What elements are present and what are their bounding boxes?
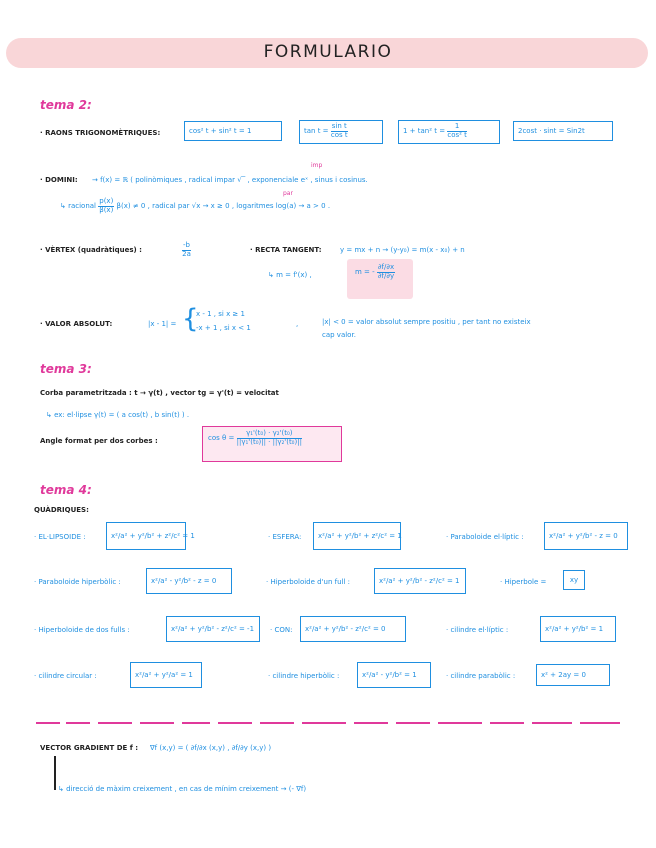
separator-dash [490, 722, 524, 724]
vertex-formula [182, 242, 191, 258]
quadric-formula: x²/a² + y²/b² - z²/c² = 0 [300, 616, 406, 642]
corba-text: Corba parametritzada : t → γ(t) , vector tg = γ'(t) = velocitat [40, 389, 279, 397]
tan-num: sin t [331, 122, 347, 130]
separator-dash [140, 722, 174, 724]
double-angle-box: 2cost · sint = Sin2t [513, 121, 613, 141]
brace-icon: { [182, 304, 199, 334]
separator-dash [354, 722, 388, 724]
quadric-label: · Hiperboloide d'un full : [266, 578, 350, 586]
domini-label: · DOMINI: [40, 176, 78, 184]
quadric-label: · cilindre hiperbòlic : [268, 672, 340, 680]
vertex-num: -b [183, 241, 190, 249]
quadric-label: · ESFERA: [268, 533, 302, 541]
sec-box [398, 120, 500, 144]
domini-rest: β(x) ≠ 0 , radical par √x → x ≥ 0 , logaritmes log(a) → a > 0 . [116, 202, 331, 211]
gradient-arrow-stem [54, 756, 56, 790]
separator-dash [36, 722, 60, 724]
quadric-formula: xy [563, 570, 585, 590]
quadric-label: · cilindre el·líptic : [446, 626, 509, 634]
quadric-label: · cilindre circular : [34, 672, 97, 680]
gradient-label: VECTOR GRADIENT DE f : [40, 744, 139, 752]
vertex-den: 2a [182, 249, 191, 258]
angle-lhs: cos θ = [208, 434, 235, 443]
separator-dash [66, 722, 90, 724]
quadric-label: · Hiperboloide de dos fulls : [34, 626, 130, 634]
gradient-formula: ∇f (x,y) = ( ∂f/∂x (x,y) , ∂f/∂y (x,y) ) [150, 744, 272, 752]
valor-note2: cap valor. [322, 331, 356, 339]
quadric-formula: x²/a² - y²/b² = 1 [357, 662, 431, 688]
separator-dash [218, 722, 252, 724]
quadric-formula: x²/a² + y²/b² = 1 [540, 616, 616, 642]
quadric-label: · Hiperbole = [500, 578, 547, 586]
identity-box: cos² t + sin² t = 1 [184, 121, 282, 141]
angle-num: γ₁'(t₀) · γ₂'(t₀) [237, 430, 302, 439]
recta-label: · RECTA TANGENT: [250, 246, 322, 254]
gradient-note: ↳ direcció de màxim creixement , en cas de mínim creixement → (- ∇f) [58, 785, 307, 793]
sec-lhs: 1 + tan² t = [403, 127, 446, 136]
quadriques-label: QUÀDRIQUES: [34, 506, 89, 514]
separator-dash [260, 722, 294, 724]
valor-case1: x - 1 , si x ≥ 1 [196, 310, 245, 318]
recta-m2 [355, 264, 395, 280]
angle-label: Angle format per dos corbes : [40, 437, 158, 445]
tan-den: cos t [330, 130, 348, 139]
sec-num: 1 [447, 123, 467, 132]
separator-dash [98, 722, 132, 724]
valor-case2: -x + 1 , si x < 1 [196, 324, 251, 332]
valor-note-sep: , [296, 320, 299, 328]
quadric-label: · EL·LIPSOIDE : [34, 533, 86, 541]
ellipse-example: ↳ ex: el·lipse γ(t) = ( a cos(t) , b sin(t) ) . [46, 411, 190, 419]
angle-box [202, 426, 342, 462]
tema2-heading: tema 2: [40, 98, 92, 112]
racional-num: p(x) [99, 197, 114, 205]
page-title: FORMULARIO [263, 42, 393, 62]
separator-dash [182, 722, 210, 724]
quadric-formula: x²/a² + y²/b² - z²/c² = -1 [166, 616, 260, 642]
separator-dash [302, 722, 346, 724]
m2-lhs: m = - [355, 268, 375, 277]
sec-den: cos² t [447, 130, 467, 139]
quadric-label: · CON: [270, 626, 293, 634]
quadric-formula: x²/a² + y²/b² + z²/c² = 1 [106, 522, 186, 550]
tema3-heading: tema 3: [40, 362, 92, 376]
quadric-formula: x²/a² + y²/a² = 1 [130, 662, 202, 688]
valor-expr: |x - 1| = [148, 320, 177, 328]
tema4-heading: tema 4: [40, 483, 92, 497]
quadric-formula: x²/a² + y²/b² - z = 0 [544, 522, 628, 550]
quadric-label: · cilindre parabòlic : [446, 672, 516, 680]
quadric-label: · Paraboloide el·líptic : [446, 533, 524, 541]
recta-m1: ↳ m = f'(x) , [268, 271, 312, 279]
quadric-label: · Paraboloide hiperbòlic : [34, 578, 121, 586]
m2-den: ∂f/∂y [377, 271, 395, 280]
separator-dash [580, 722, 620, 724]
valor-label: · VALOR ABSOLUT: [40, 320, 113, 328]
quadric-formula: x²/a² + y²/b² + z²/c² = 1 [313, 522, 401, 550]
separator-dash [532, 722, 572, 724]
recta-eq: y = mx + n → (y-y₀) = m(x - x₀) + n [340, 246, 465, 254]
angle-den: ||γ₁'(t₀)|| · ||γ₂'(t₀)|| [236, 437, 302, 446]
racional-prefix: ↳ racional [60, 202, 97, 211]
tan-lhs: tan t = [304, 127, 329, 136]
separator-dash [396, 722, 430, 724]
valor-note1: |x| < 0 = valor absolut sempre positiu , per tant no existeix [322, 318, 531, 326]
quadric-formula: x²/a² + y²/b² - z²/c² = 1 [374, 568, 466, 594]
raons-label: · RAONS TRIGONOMÈTRIQUES: [40, 129, 161, 137]
racional-den: β(x) [99, 205, 114, 214]
tan-box [299, 120, 383, 144]
quadric-formula: x²/a² - y²/b² - z = 0 [146, 568, 232, 594]
domini-line2 [60, 198, 330, 214]
quadric-formula: x² + 2ay = 0 [536, 664, 610, 686]
imp-note: imp [311, 162, 323, 169]
m2-num: ∂f/∂x [377, 263, 395, 271]
vertex-label: · VÈRTEX (quadràtiques) : [40, 246, 142, 254]
par-note: par [283, 190, 293, 197]
separator-dash [438, 722, 482, 724]
domini-text: → f(x) = ℝ ( polinòmiques , radical impar √‾ , exponenciale eˣ , sinus i cosinus. [92, 176, 368, 184]
